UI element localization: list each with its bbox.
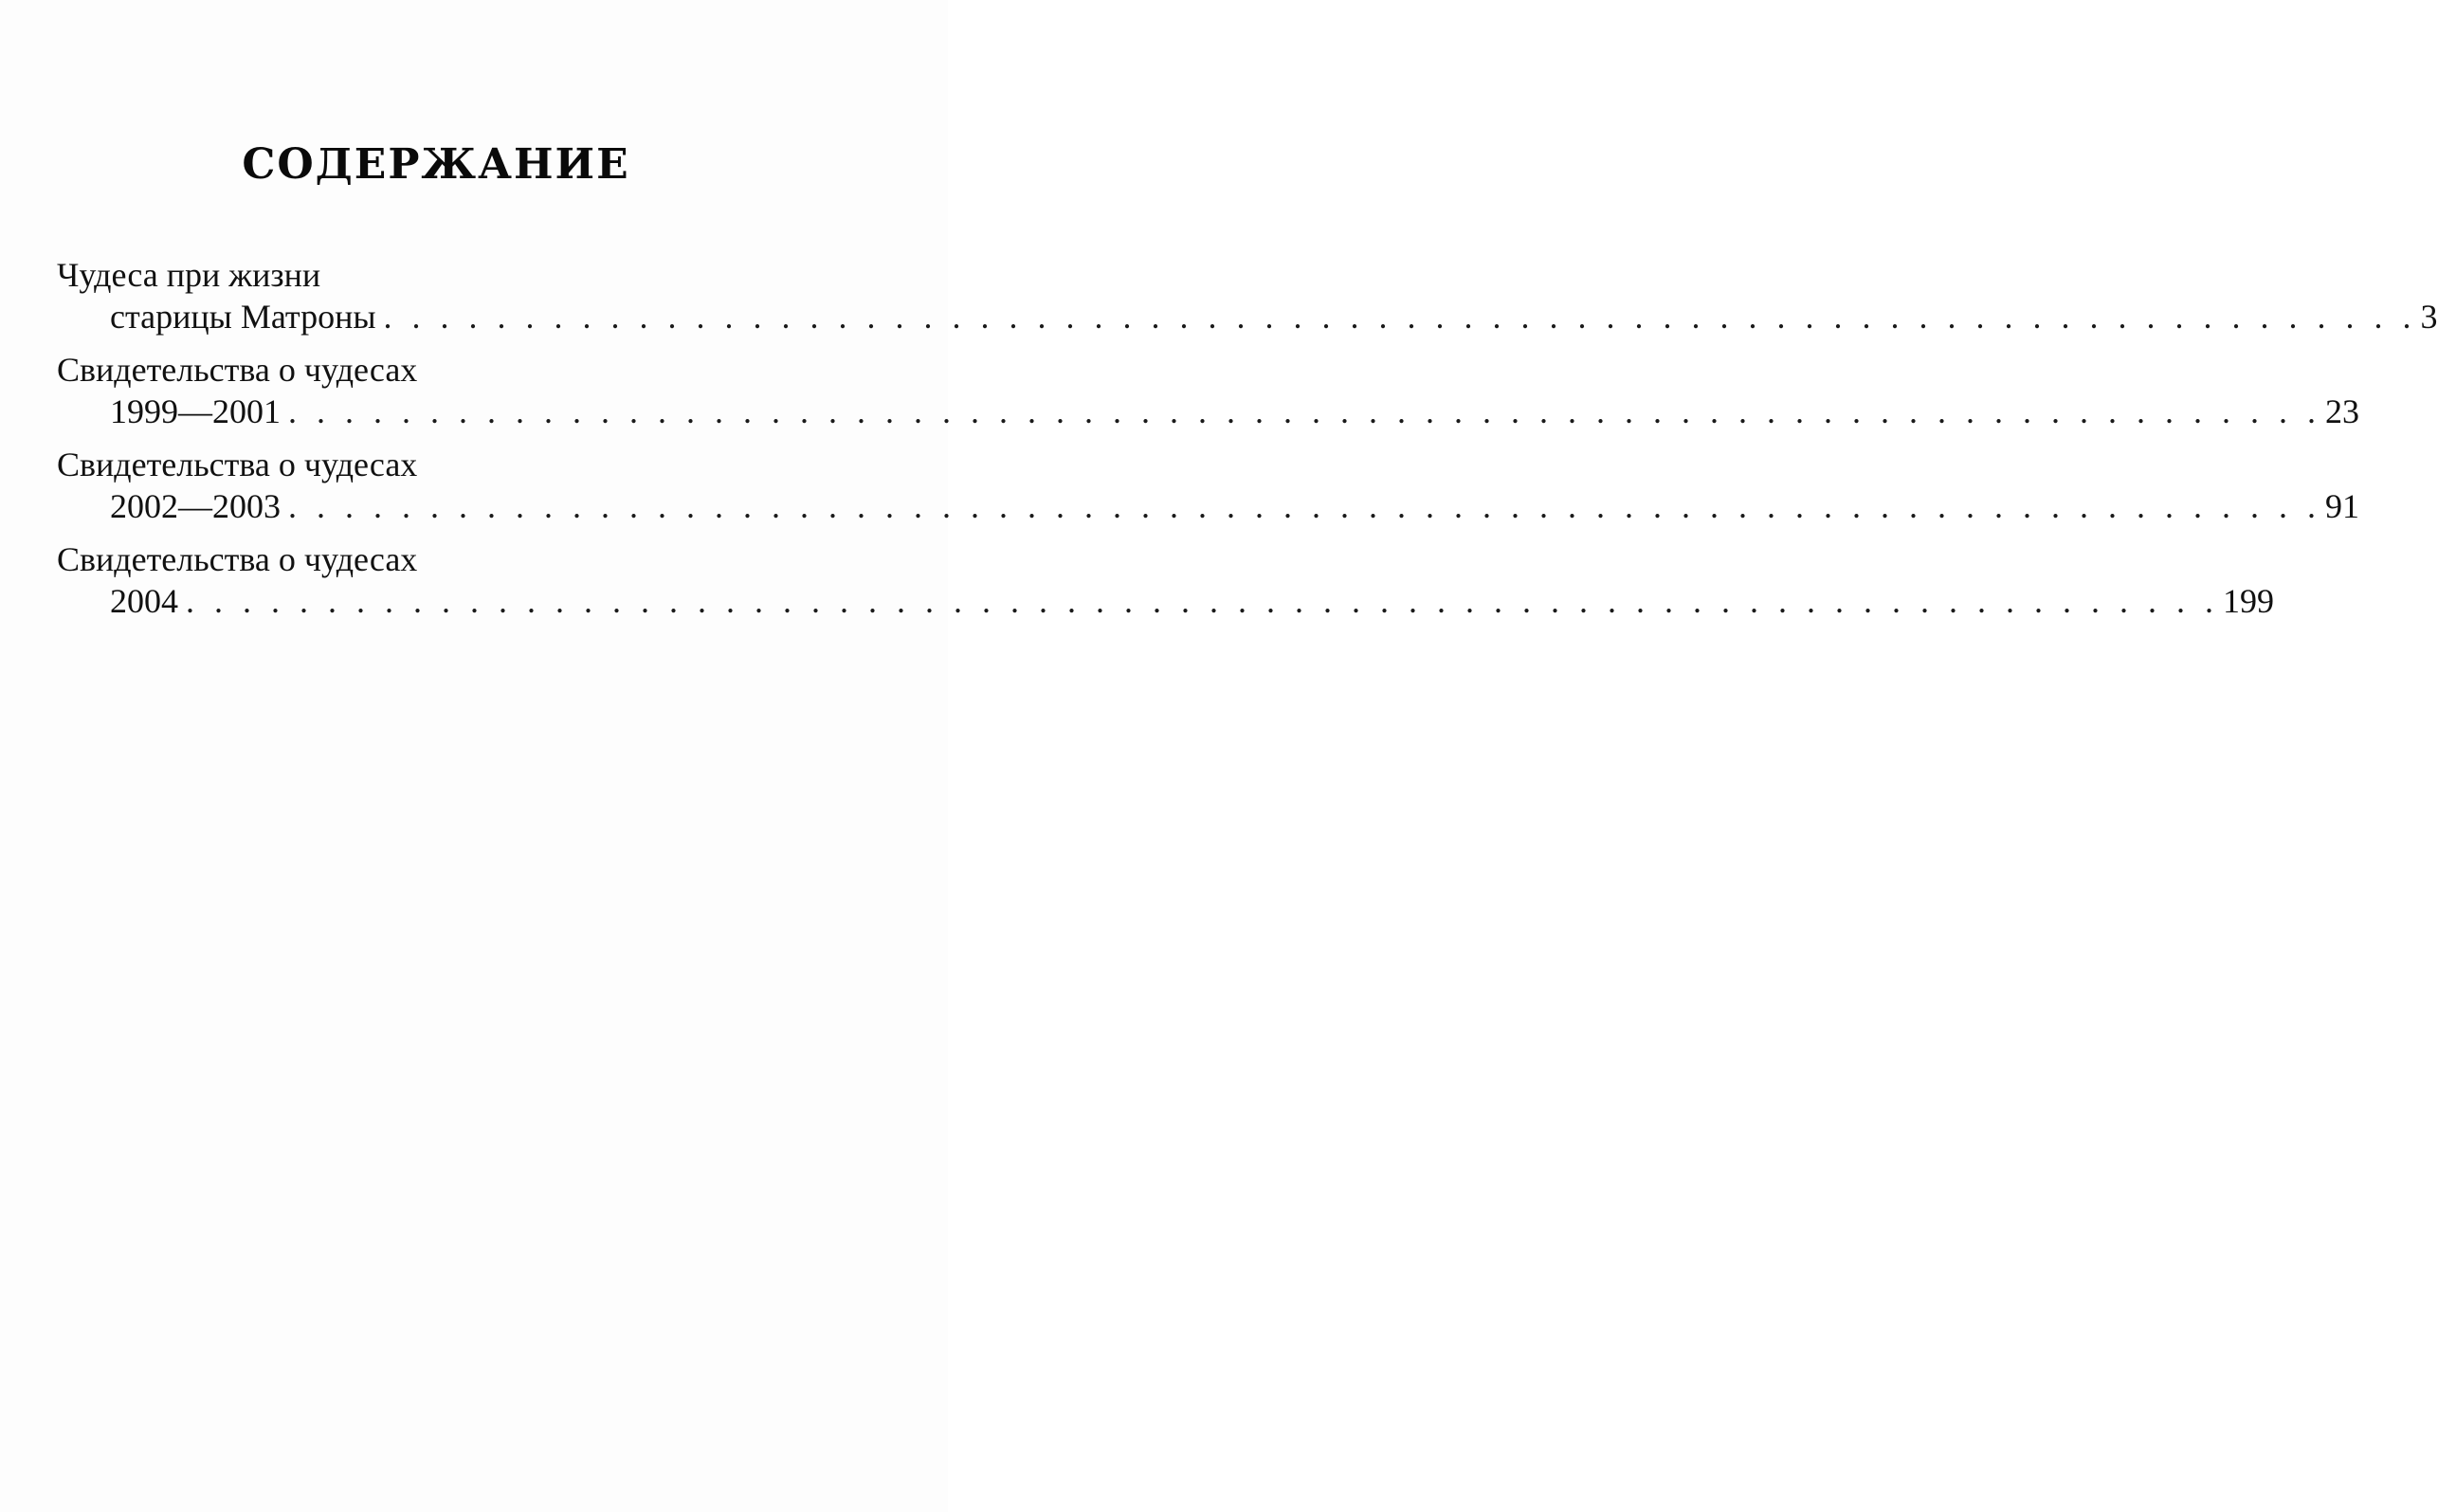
toc-entry-subtitle: старицы Матроны <box>110 298 376 336</box>
toc-entry-line <box>57 296 2438 337</box>
page-title: СОДЕРЖАНИЕ <box>242 140 630 189</box>
toc-entry-line <box>57 485 2359 527</box>
toc-entry-title: Свидетельства о чудесах <box>57 540 418 578</box>
toc-entry <box>57 349 2359 432</box>
toc-entry <box>57 254 2438 337</box>
table-of-contents <box>57 254 2438 633</box>
toc-page-number: 91 <box>2325 487 2359 525</box>
toc-entry-title: Свидетельства о чудесах <box>57 446 418 483</box>
toc-page-number: 199 <box>2223 582 2274 620</box>
toc-entry-title: Чудеса при жизни <box>57 256 321 294</box>
toc-entry-line <box>57 391 2359 432</box>
toc-page-number: 3 <box>2420 298 2438 336</box>
toc-entry-subtitle: 2002—2003 <box>110 487 281 525</box>
dot-leader: . . . . . . . . . . . . . . . . . . . . . . . . . . . . . . . . . . . . . . . . . . . . . . . . . . . . . . . . . . . . . . . . . . . . . . . . <box>288 392 2321 430</box>
toc-entry-subtitle: 1999—2001 <box>110 392 281 430</box>
toc-page-number: 23 <box>2325 392 2359 430</box>
toc-entry <box>57 538 2274 622</box>
toc-entry-subtitle: 2004 <box>110 582 178 620</box>
toc-entry-title: Свидетельства о чудесах <box>57 351 418 389</box>
toc-entry <box>57 444 2359 527</box>
dot-leader: . . . . . . . . . . . . . . . . . . . . . . . . . . . . . . . . . . . . . . . . . . . . . . . . . . . . . . . . . . . . . . . . . . . . . . . . <box>383 298 2417 336</box>
dot-leader: . . . . . . . . . . . . . . . . . . . . . . . . . . . . . . . . . . . . . . . . . . . . . . . . . . . . . . . . . . . . . . . . . . . . . . . . <box>186 582 2219 620</box>
dot-leader: . . . . . . . . . . . . . . . . . . . . . . . . . . . . . . . . . . . . . . . . . . . . . . . . . . . . . . . . . . . . . . . . . . . . . . . . <box>288 487 2321 525</box>
toc-entry-line <box>57 580 2274 622</box>
